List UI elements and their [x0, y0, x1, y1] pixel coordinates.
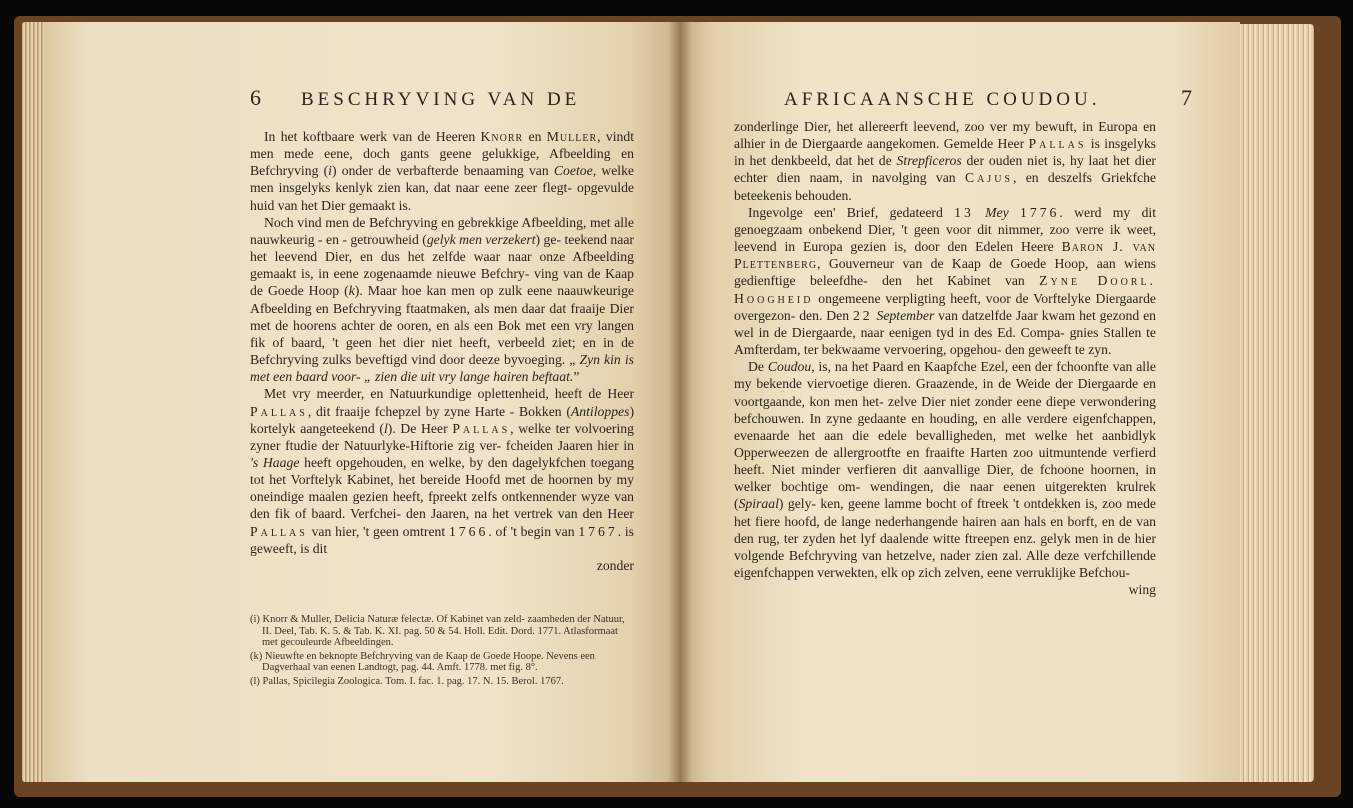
right-page-number: 7 — [1181, 85, 1192, 110]
right-paragraph-3: De Coudou, is, na het Paard en Kaapfche Ezel, een der fchoonfte van alle my bekende viervoetige dieren. Graazende, in de Weide der Diergaarde en voortgaande, kon men het- zelve Dier niet zonder eene diepe verwondering befchouwen. In zyne gedaante en houding, en alle verdere eigenfchappen, evenaarde het aan die edele bevalligheden, met welke het aanbidlyk Opperweezen de allergrootfte en fraaifte Harten zoo uitmuntende verfierd heeft. Niet minder verfieren dit aanvallige Dier, de fchoone hoornen, in welker bochtige om- wendingen, die naar eenen uitgerekten krulrek (Spiraal) gely- ken, geene lamme bocht of ftreek 't ontdekken is, zoo mede het fiere hoofd, de lange nederhangende hairen aan hals en borft, en de van den rug, ter zyden het lyf daalende witte ftreepen enz. gelyk men in de hier volgende Befchryving van hetzelve, nader zien zal. Alle deze verfchillende eigenfchappen verwekten, elk op zich zelven, eene verruklijke Befchou- — [734, 359, 1156, 581]
footnote-i: (i) Knorr & Muller, Delicia Naturæ felectæ. Of Kabinet van zeld- zaamheden der Natuur, II. Deel, Tab. K. 5. & Tab. K. XI. pag. 50 & 54. Holl. Edit. Dord. 1771. Atlasformaat met gecouleurde Afbeeldingen. — [250, 614, 625, 649]
footnote-k: (k) Nieuwfte en beknopte Befchryving van de Kaap de Goede Hoope. Nevens een Dagverhaal van eenen Landtogt, pag. 44. Amft. 1778. met fig. 8°. — [250, 650, 595, 674]
footnote-l: (l) Pallas, Spicilegia Zoologica. Tom. I. fac. 1. pag. 17. N. 15. Berol. 1767. — [250, 675, 564, 687]
right-page-edges — [1236, 24, 1314, 782]
left-paragraph-3: Met vry meerder, en Natuurkundige oplettenheid, heeft de Heer Pallas, dit fraaije fchepzel by zyne Harte - Bokken (Antiloppes) kortelyk aangeteekend (l). De Heer Pallas, welke ter volvoering zyner ftudie der Natuurlyke-Hiftorie zig ver- fcheiden Jaaren hier in 's Haage heeft opgehouden, en welke, by den dagelykfchen toegang tot het Vorftelyk Kabinet, het bereide Hoofd met de hoornen by my oneindige maalen gezien heeft, fpreekt zelfs ontkennender wyze van den fik of baard. Verfchei- den Jaaren, na het vertrek van den Heer Pallas van hier, 't geen omtrent 1766. of 't begin van 1767. is geweeft, is dit — [250, 386, 635, 556]
right-running-head — [784, 85, 1192, 119]
left-running-head — [250, 85, 580, 119]
left-page — [44, 22, 680, 782]
right-paragraph-2: Ingevolge een' Brief, gedateerd 13 Mey 1776. werd my dit genoegzaam onbekend Dier, 't geen voor dit nimmer, zoo verre ik weet, leevend in Europa gezien is, door den Edelen Heere Baron J. van Plettenberg, Gouverneur van de Kaap de Goede Hoop, aan wiens gedienftige beleefdhe- den het Kabinet van Zyne Doorl. Hoogheid ongemeene verpligting heeft, voor de Vorftelyke Diergaarde overgezon- den. Den 22 September van datzelfde Jaar kwam het gezond en wel in de Diergaarde, naar eenigen tyd in des Ed. Compa- gnies Stallen te Amfterdam, ter bekwaame vervoering, opgehou- den geweeft te zyn. — [734, 204, 1157, 358]
left-running-title: BESCHRYVING VAN DE — [301, 89, 581, 110]
left-paragraph-2: Noch vind men de Befchryving en gebrekkige Afbeelding, met alle nauwkeurig - en - getrouwheid (gelyk men verzekert) ge- teekend naar het leevend Dier, en dus het zelfde waar naar onze Afbeelding gemaakt is, in eene zogenaamde nieuwe Befchry- ving van de Kaap de Goede Hoop (k). Maar hoe kan men op zulk eene naauwkeurige Afbeelding en Befchryving ftaatmaken, als men daar dat fraaije Dier met de hoorens achter de ooren, en als een Bok met een vry langen fik of baard, 't geen het dier niet heeft, verbeeld ziet; en in de Befchryving zulks beveftigd vind door deeze byvoeging. „ Zyn kin is met een baard voor- „ zien die uit vry lange hairen beftaat.” — [250, 214, 634, 385]
right-body-text — [734, 118, 1156, 598]
right-paragraph-1: zonderlinge Dier, het allereerft leevend, zoo ver my bewuft, in Europa en alhier in de Diergaarde aangekomen. Gemelde Heer Pallas is insgelyks in het denkbeeld, dat het de Strepficeros der ouden niet is, hy laat het dier echter dien naam, in navolging van Cajus, en deszelfs Griekfche beteekenis behouden. — [734, 119, 1156, 203]
right-catchword: wing — [1128, 582, 1156, 598]
left-page-edges — [22, 22, 46, 782]
book-gutter-shadow — [668, 20, 692, 784]
left-page-number: 6 — [250, 85, 261, 110]
left-footnotes — [250, 614, 634, 690]
left-body-text — [250, 128, 634, 574]
left-catchword: zonder — [596, 557, 634, 573]
left-paragraph-1: In het koftbaare werk van de Heeren Knorr en Muller, vindt men mede eene, doch gants geene gelukkige, Afbeelding en Befchryving (i) onder de verbafterde benaaming van Coetoe, welke men insgelyks kenlyk zien kan, dat naar eene zeer flegt- opgevulde huid van het Dier gemaakt is. — [250, 129, 635, 213]
right-running-title: AFRICAANSCHE COUDOU. — [784, 89, 1101, 110]
right-page — [680, 22, 1240, 782]
